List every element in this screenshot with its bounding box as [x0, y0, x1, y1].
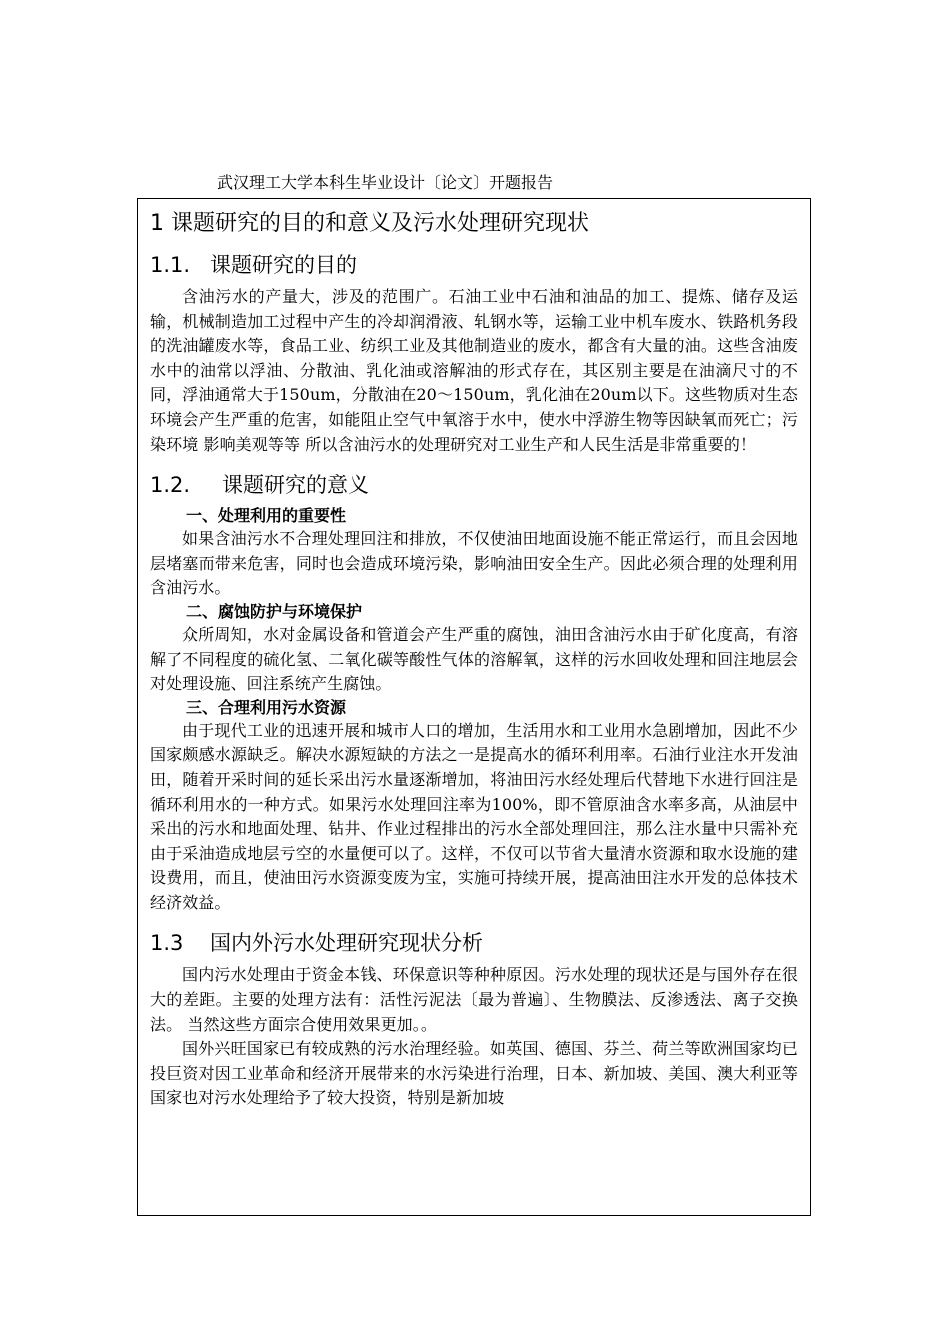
- subsection-heading-2: 二、腐蚀防护与环境保护: [186, 601, 363, 621]
- section-1-1-title: 课题研究的目的: [210, 253, 357, 277]
- report-frame: [137, 198, 811, 1216]
- section-1-1-number: 1.1.: [150, 253, 191, 277]
- section-1-3-paragraph-1: 国内污水处理由于资金本钱、环保意识等种种原因。污水处理的现状还是与国外存在很大的差距。主要的处理方法有：活性污泥法〔最为普遍〕、生物膜法、反渗透法、离子交换法。 当然这些方面宗合使用效果更加。。: [150, 965, 798, 1034]
- subsection-heading-1: 一、处理利用的重要性: [186, 506, 347, 526]
- section-1-3-heading: [150, 929, 798, 957]
- subsection-paragraph-1: 如果含油污水不合理处理回注和排放，不仅使油田地面设施不能正常运行，而且会因地层堵塞而带来危害，同时也会造成环境污染，影响油田安全生产。因此必须合理的处理利用含油污水。: [150, 529, 798, 598]
- section-1-3-paragraph-2: 国外兴旺国家已有较成熟的污水治理经验。如英国、德国、芬兰、荷兰等欧洲国家均已投巨资对因工业革命和经济开展带来的水污染进行治理，日本、新加坡、美国、澳大利亚等国家也对污水处理给予了较大投资，特别是新加坡: [150, 1039, 798, 1108]
- section-1-3-number: 1.3: [150, 931, 184, 956]
- subsection-paragraph-3: 由于现代工业的迅速开展和城市人口的增加，生活用水和工业用水急剧增加，因此不少国家颇感水源缺乏。解决水源短缺的方法之一是提高水的循环利用率。石油行业注水开发油田，随着开采时间的延长采出污水量逐渐增加，将油田污水经处理后代替地下水进行回注是循环利用水的一种方式。如果污水处理回注率为100%，即不管原油含水率多高，从油层中采出的污水和地面处理、钻井、作业过程排出的污水全部处理回注，那么注水量中只需补充由于采油造成地层亏空的水量便可以了。这样，不仅可以节省大量清水资源和取水设施的建设费用，而且，使油田污水资源变废为宝，实施可持续开展，提高油田注水开发的总体技术经济效益。: [150, 720, 798, 912]
- section-1-3-title: 国内外污水处理研究现状分析: [210, 931, 483, 956]
- subsection-heading-3: 三、合理利用污水资源: [186, 697, 347, 717]
- section-1-title: 1 课题研究的目的和意义及污水处理研究现状: [150, 211, 589, 236]
- section-1-2-number: 1.2.: [150, 473, 191, 498]
- section-1-1-heading: [150, 251, 798, 279]
- section-1-1-paragraph: 含油污水的产量大，涉及的范围广。石油工业中石油和油品的加工、提炼、储存及运输，机械制造加工过程中产生的冷却润滑液、轧钢水等，运输工业中机车废水、铁路机务段的洗油罐废水等，食品工业、纺织工业及其他制造业的废水，都含有大量的油。这些含油废水中的油常以浮油、分散油、乳化油或溶解油的形式存在，其区别主要是在油滴尺寸的不同，浮油通常大于150um，分散油在20～150um，乳化油在20um以下。这些物质对生态环境会产生严重的危害，如能阻止空气中氧溶于水中，使水中浮游生物等因缺氧而死亡；污染环境 影响美观等等 所以含油污水的处理研究对工业生产和人民生活是非常重要的！: [150, 287, 798, 454]
- section-1-2-heading: [150, 471, 798, 499]
- subsection-paragraph-2: 众所周知，水对金属设备和管道会产生严重的腐蚀，油田含油污水由于矿化度高，有溶解了不同程度的硫化氢、二氧化碳等酸性气体的溶解氧，这样的污水回收处理和回注地层会对处理设施、回注系统产生腐蚀。: [150, 624, 798, 694]
- running-header: 武汉理工大学本科生毕业设计〔论文〕开题报告: [217, 173, 554, 192]
- section-1-2-title: 课题研究的意义: [222, 473, 369, 498]
